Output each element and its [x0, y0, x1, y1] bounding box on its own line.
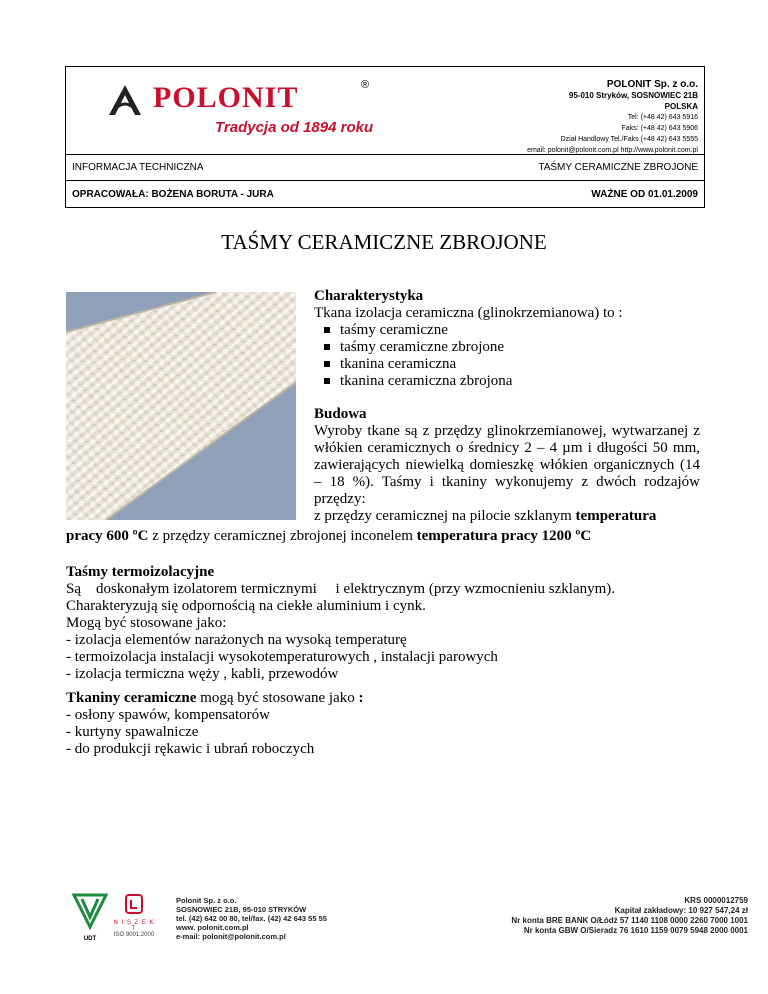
characteristics-heading: Charakterystyka — [314, 288, 424, 304]
udt-emblem-icon — [72, 893, 108, 933]
tapes-line-1: Są doskonałym izolatorem termicznymi i elektrycznym (przy wzmocnieniu szklanym). — [66, 581, 616, 597]
valid-label: WAŻNE OD 01.01.2009 — [591, 189, 698, 200]
footer-line: Polonit Sp. z o.o. — [176, 896, 237, 905]
logo-tagline: Tradycja od 1894 roku — [215, 119, 374, 136]
ceramic-tape-image — [66, 292, 296, 520]
niszczeki-logo — [112, 893, 156, 943]
company-country: POLSKA — [664, 102, 698, 111]
page-title: TAŚMY CERAMICZNE ZBROJONE — [221, 230, 547, 254]
list-item: - osłony spawów, kompensatorów — [66, 707, 271, 723]
company-tel: Tel: (+48 42) 643 5916 — [627, 114, 698, 121]
certificate-icon — [124, 893, 144, 915]
header-top-row — [66, 67, 704, 155]
footer-company — [176, 896, 327, 941]
list-item: - do produkcji rękawic i ubrań roboczych — [66, 741, 315, 757]
list-item: taśmy ceramiczne — [314, 322, 700, 339]
characteristics-section — [314, 288, 700, 390]
footer-line: tel. (42) 642 00 80, tel/fax. (42) 42 643 55 55 — [176, 914, 327, 923]
tapes-line-2: Charakteryzują się odpornością na ciekłe aluminium i cynk. — [66, 598, 426, 614]
fabrics-text: mogą być stosowane jako — [196, 690, 359, 706]
fabrics-heading-line — [66, 690, 706, 707]
footer-line: Nr konta BRE BANK O/Łódź 57 1140 1108 0000 2260 7000 1001 — [511, 916, 748, 925]
company-address: 95-010 Stryków, SOSNOWIEC 21B — [568, 91, 698, 100]
footer-line: KRS 0000012759 — [684, 896, 748, 905]
registered-mark: ® — [361, 79, 370, 91]
company-name: POLONIT Sp. z o.o. — [606, 79, 698, 90]
temp-1200: temperatura pracy 1200 ºC — [416, 528, 592, 544]
characteristics-intro: Tkana izolacja ceramiczna (glinokrzemianowa) to : — [314, 305, 623, 321]
iso-label: ISO 9001:2000 — [113, 932, 155, 938]
characteristics-list — [314, 322, 700, 390]
polonit-logo — [103, 81, 388, 141]
company-contact — [527, 79, 698, 156]
author-label: OPRACOWAŁA: BOŻENA BORUTA - JURA — [72, 189, 274, 200]
fabrics-heading: Tkaniny ceramiczne — [66, 690, 197, 706]
construction-heading: Budowa — [314, 406, 367, 422]
fabrics-section — [66, 690, 706, 758]
company-fax: Faks: (+48 42) 643 5906 — [621, 125, 698, 132]
niszczeki-label: N I S Z E K T — [113, 920, 155, 932]
list-item: tkanina ceramiczna zbrojona — [314, 373, 700, 390]
tapes-section — [66, 564, 706, 683]
footer-registration — [511, 896, 748, 936]
udt-logo — [72, 893, 108, 943]
ceramic-tape-photo — [66, 292, 296, 520]
udt-label: UDT — [83, 936, 97, 942]
footer-line: e-mail: polonit@polonit.com.pl — [176, 932, 286, 941]
tapes-line-3: Mogą być stosowane jako: — [66, 615, 227, 631]
list-item: - izolacja elementów narażonych na wysoką temperaturę — [66, 632, 407, 648]
list-item: - izolacja termiczna węży , kabli, przewodów — [66, 666, 339, 682]
list-item: - kurtyny spawalnicze — [66, 724, 199, 740]
header-author-row — [66, 180, 704, 208]
header-info-row — [66, 154, 704, 181]
doc-subject: TAŚMY CERAMICZNE ZBROJONE — [538, 162, 698, 173]
construction-paragraph: Wyroby tkane są z przędzy glinokrzemianowej, wytwarzanej z włókien ceramicznych o średnicy 2 – 4 µm i długości 50 mm, zawierających niewielką domieszkę włókien organicznych (14 – 18 %). Taśmy i tkaniny wykonujemy z dwóch rodzajów przędzy: — [314, 423, 700, 507]
construction-line-1 — [314, 508, 700, 525]
construction-text: z przędzy ceramicznej na pilocie szklanym — [314, 508, 576, 524]
company-sales: Dział Handlowy Tel./Faks (+48 42) 643 5555 — [560, 136, 698, 143]
construction-bold: temperatura — [575, 508, 657, 524]
footer-line: Nr konta GBW O/Sieradz 76 1610 1159 0079 5948 2000 0001 — [523, 926, 748, 935]
list-item: - termoizolacja instalacji wysokotemperaturowych , instalacji parowych — [66, 649, 498, 665]
polonit-emblem-icon — [103, 83, 147, 117]
header-table — [65, 66, 705, 208]
construction-line-2 — [66, 528, 706, 545]
footer-line: SOSNOWIEC 21B, 95-010 STRYKÓW — [176, 905, 307, 914]
company-email-web: email: polonit@polonit.com.pl http://www.polonit.com.pl — [527, 147, 698, 154]
construction-text: z przędzy ceramicznej zbrojonej inconelem — [148, 528, 417, 544]
footer-line: www. polonit.com.pl — [176, 923, 249, 932]
construction-section — [314, 406, 700, 525]
list-item: taśmy ceramiczne zbrojone — [314, 339, 700, 356]
logo-word: POLONIT — [153, 81, 299, 114]
info-label: INFORMACJA TECHNICZNA — [72, 162, 204, 173]
list-item: tkanina ceramiczna — [314, 356, 700, 373]
tapes-heading: Taśmy termoizolacyjne — [66, 564, 215, 580]
temp-600: pracy 600 ºC — [66, 528, 149, 544]
fabrics-colon: : — [358, 690, 364, 706]
footer-line: Kapitał zakładowy: 10 927 547,24 zł — [614, 906, 748, 915]
